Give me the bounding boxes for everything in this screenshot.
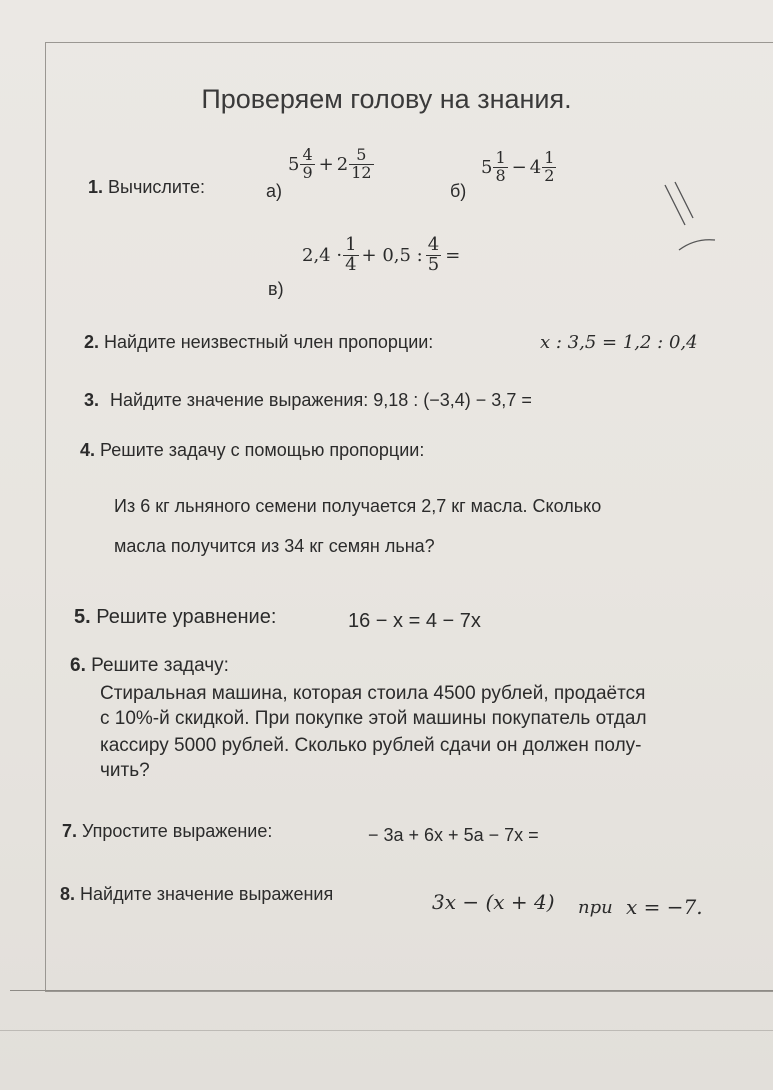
- task8-text: Найдите значение выражения: [80, 884, 334, 904]
- task5-row: 5. Решите уравнение:: [74, 606, 277, 628]
- task6-line2: с 10%-й скидкой. При покупке этой машины покупатель отдал: [100, 708, 647, 729]
- task8-expr: 3x − (x + 4): [432, 890, 555, 914]
- task3-row: 3. Найдите значение выражения: 9,18 : (−3,4) − 3,7 =: [84, 390, 532, 410]
- task1-number: 1.: [88, 177, 104, 197]
- task8-value: x = −7.: [626, 895, 703, 919]
- task1-a-whole1: 5: [288, 153, 300, 175]
- task1-c-letter: в): [268, 279, 284, 299]
- task1-a-frac2: $\frac{5}{12}$: [351, 145, 372, 182]
- task3-text: Найдите значение выражения: 9,18 : (−3,4) − 3,7 =: [110, 390, 532, 410]
- task8-cond: при: [578, 897, 613, 918]
- task5-expr: 16 − x = 4 − 7x: [348, 610, 481, 632]
- task1-a-frac1: $\frac{4}{9}$: [302, 145, 313, 182]
- task4-text: Решите задачу с помощью пропорции:: [100, 440, 425, 460]
- task1-row: [88, 177, 205, 198]
- task8-row: 8. Найдите значение выражения: [60, 884, 334, 904]
- task1-label: Вычислите:: [108, 177, 206, 197]
- task7-expr: − 3a + 6x + 5a − 7x =: [368, 825, 539, 845]
- task6-line3: кассиру 5000 рублей. Сколько рублей сдачи он должен полу-: [100, 735, 642, 756]
- task1-b-frac2: $\frac{1}{2}$: [544, 148, 555, 185]
- task2-text: Найдите неизвестный член пропорции:: [104, 332, 434, 352]
- task2-row: 2. Найдите неизвестный член пропорции:: [84, 332, 434, 352]
- page-title: Проверяем голову на знания.: [201, 84, 572, 114]
- task4-line1: Из 6 кг льняного семени получается 2,7 кг масла. Сколько: [114, 496, 602, 516]
- task6-line4: чить?: [100, 760, 150, 781]
- task6-text: Решите задачу:: [91, 655, 229, 676]
- task6-row: 6. Решите задачу:: [70, 655, 229, 676]
- bottom-rule: [10, 990, 773, 991]
- task1-b-expr: 5 $\frac{1}{8}$ − 4 $\frac{1}{2}$: [481, 148, 555, 185]
- task1-b-frac1: $\frac{1}{8}$: [495, 148, 506, 185]
- task1-b-letter: б): [450, 181, 467, 201]
- bottom-rule-2: [0, 1030, 773, 1031]
- task1-c-frac2: $\frac{4}{5}$: [427, 234, 440, 275]
- task5-text: Решите уравнение:: [96, 606, 277, 628]
- task1-a-letter: а): [266, 181, 283, 201]
- pencil-mark: [655, 180, 725, 260]
- task4-row: 4. Решите задачу с помощью пропорции:: [80, 440, 425, 460]
- task1-a-expr: 5 $\frac{4}{9}$ + 2 $\frac{5}{12}$: [288, 145, 372, 182]
- task2-expr: x : 3,5 = 1,2 : 0,4: [540, 332, 698, 353]
- task4-line2: масла получится из 34 кг семян льна?: [114, 536, 435, 556]
- task6-line1: Стиральная машина, которая стоила 4500 рублей, продаётся: [100, 683, 646, 704]
- task1-c-frac1: $\frac{1}{4}$: [345, 234, 357, 275]
- task1-a-whole2: 2: [336, 153, 349, 175]
- task7-text: Упростите выражение:: [82, 821, 273, 841]
- task7-row: 7. Упростите выражение:: [62, 821, 273, 841]
- task1-c-expr: 2,4 · $\frac{1}{4}$ + 0,5 : $\frac{4}{5}$ =: [302, 234, 461, 275]
